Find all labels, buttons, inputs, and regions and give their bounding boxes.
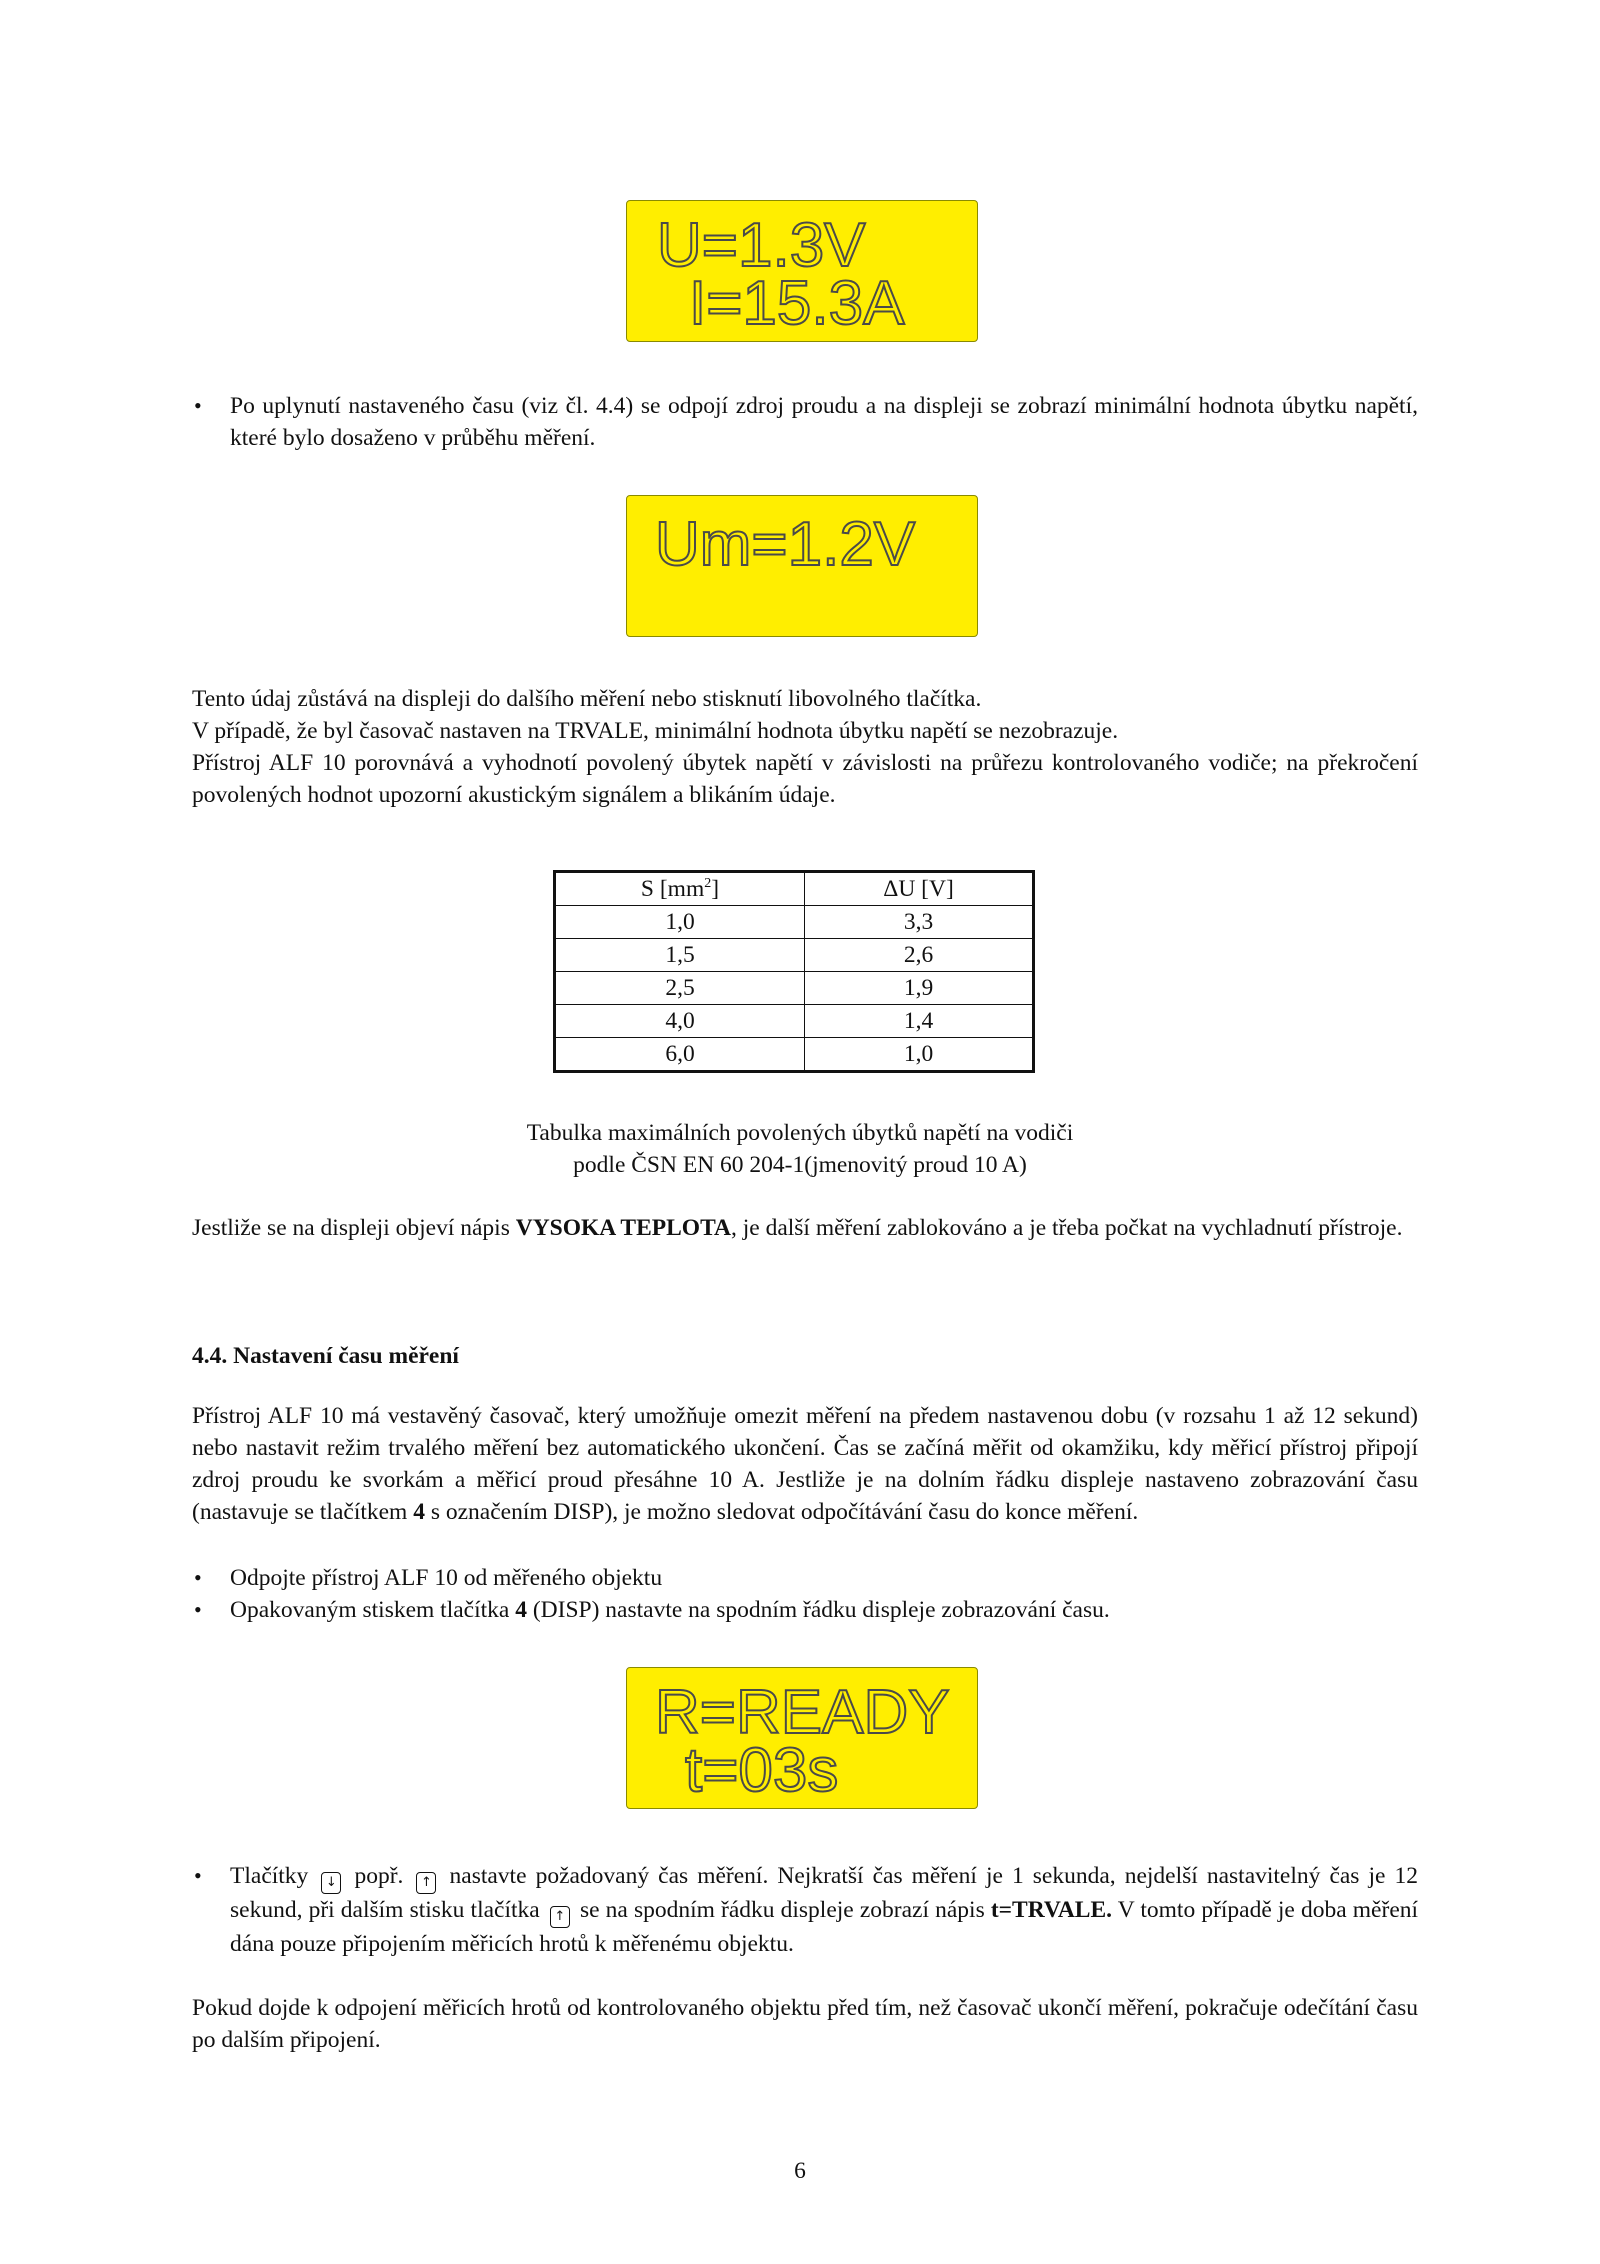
table-row xyxy=(555,906,1034,939)
bullet-list-2 xyxy=(192,1562,1418,1626)
table-cell: 3,3 xyxy=(805,906,1034,939)
up-arrow-key-icon: ↑ xyxy=(416,1872,436,1894)
lcd-display-voltage-current xyxy=(626,200,978,342)
table-cell: 1,4 xyxy=(805,1005,1034,1038)
page-number: 6 xyxy=(794,2158,806,2184)
table-cell: 2,5 xyxy=(555,972,805,1005)
bullet-list-3 xyxy=(192,1860,1418,1960)
list-item: • Opakovaným stiskem tlačítka 4 (DISP) nastavte na spodním řádku displeje zobrazování času. xyxy=(192,1594,1418,1626)
table-cell: 1,5 xyxy=(555,939,805,972)
section-heading: 4.4. Nastavení času měření xyxy=(192,1343,459,1369)
warning-label: VYSOKA TEPLOTA xyxy=(515,1215,731,1241)
lcd-line-1: R=READY xyxy=(655,1678,950,1747)
paragraph-timer: Přístroj ALF 10 má vestavěný časovač, který umožňuje omezit měření na předem nastavenou dobu (v rozsahu 1 až 12 sekund) nebo nastavit režim trvalého měření bez automatického ukončení. Čas se začíná měřit od okamžiku, kdy měřicí přístroj připojí zdroj proudu ke svorkám a měřicí proud přesáhne 10 A. Jestliže je na dolním řádku displeje nastaveno zobrazování času (nastavuje se tlačítkem 4 s označením DISP), je možno sledovat odpočítávání času do konce měření. xyxy=(192,1403,1418,1525)
paragraph-info xyxy=(192,683,1418,811)
list-item: • Odpojte přístroj ALF 10 od měřeného objektu xyxy=(192,1562,1418,1594)
down-arrow-key-icon: ↓ xyxy=(321,1872,341,1894)
lcd-display-min-voltage xyxy=(626,495,978,637)
voltage-drop-table xyxy=(553,870,1035,1073)
caption-line-1: Tabulka maximálních povolených úbytků napětí na vodiči xyxy=(526,1120,1074,1146)
lcd-line-2: I=15.3A xyxy=(689,269,905,338)
table-row xyxy=(555,939,1034,972)
table-cell: 1,0 xyxy=(555,906,805,939)
table-header-row xyxy=(555,872,1034,906)
table-cell: 6,0 xyxy=(555,1038,805,1072)
table-cell: 2,6 xyxy=(805,939,1034,972)
bullet-list-1 xyxy=(192,390,1418,454)
info-line-3: Přístroj ALF 10 porovnává a vyhodnotí povolený úbytek napětí v závislosti na průřezu kontrolovaného vodiče; na překročení povolených hodnot upozorní akustickým signálem a blikáním údaje. xyxy=(192,750,1418,808)
table-row xyxy=(555,972,1034,1005)
table-header-voltage-drop: ΔU [V] xyxy=(805,872,1034,906)
lcd-line-2: t=03s xyxy=(685,1736,839,1805)
lcd-display-ready-time xyxy=(626,1667,978,1809)
table-row xyxy=(555,1038,1034,1072)
list-item: • Tlačítky ↓ popř. ↑ nastavte požadovaný čas měření. Nejkratší čas měření je 1 sekunda, nejdelší nastavitelný čas je 12 sekund, při dalším stisku tlačítka ↑ se na spodním řádku displeje zobrazí nápis t=TRVALE. V tomto případě je doba měření dána pouze připojením měřicích hrotů k měřenému objektu. xyxy=(192,1860,1418,1960)
paragraph-final: Pokud dojde k odpojení měřicích hrotů od kontrolovaného objektu před tím, než časovač ukončí měření, pokračuje odečítání času po dalším připojení. xyxy=(192,1995,1418,2053)
table-cell: 1,0 xyxy=(805,1038,1034,1072)
up-arrow-key-icon: ↑ xyxy=(550,1906,570,1928)
info-line-2: V případě, že byl časovač nastaven na TRVALE, minimální hodnota úbytku napětí se nezobrazuje. xyxy=(192,718,1119,744)
table-cell: 1,9 xyxy=(805,972,1034,1005)
lcd-line-1: U=1.3V xyxy=(657,211,866,280)
table-cell: 4,0 xyxy=(555,1005,805,1038)
table-header-cross-section: S $[mm^2]$ xyxy=(555,872,805,906)
lcd-line-1: Um=1.2V xyxy=(655,510,916,579)
paragraph-warning: Jestliže se na displeji objeví nápis VYSOKA TEPLOTA, je další měření zablokováno a je třeba počkat na vychladnutí přístroje. xyxy=(192,1215,1403,1241)
list-item: • Po uplynutí nastaveného času (viz čl. 4.4) se odpojí zdroj proudu a na displeji se zobrazí minimální hodnota úbytku napětí, které bylo dosaženo v průběhu měření. xyxy=(192,390,1418,454)
table-caption xyxy=(392,1117,1208,1181)
table-row xyxy=(555,1005,1034,1038)
caption-line-2: podle ČSN EN 60 204-1(jmenovitý proud 10 A) xyxy=(573,1152,1027,1178)
info-line-1: Tento údaj zůstává na displeji do dalšího měření nebo stisknutí libovolného tlačítka. xyxy=(192,686,982,712)
